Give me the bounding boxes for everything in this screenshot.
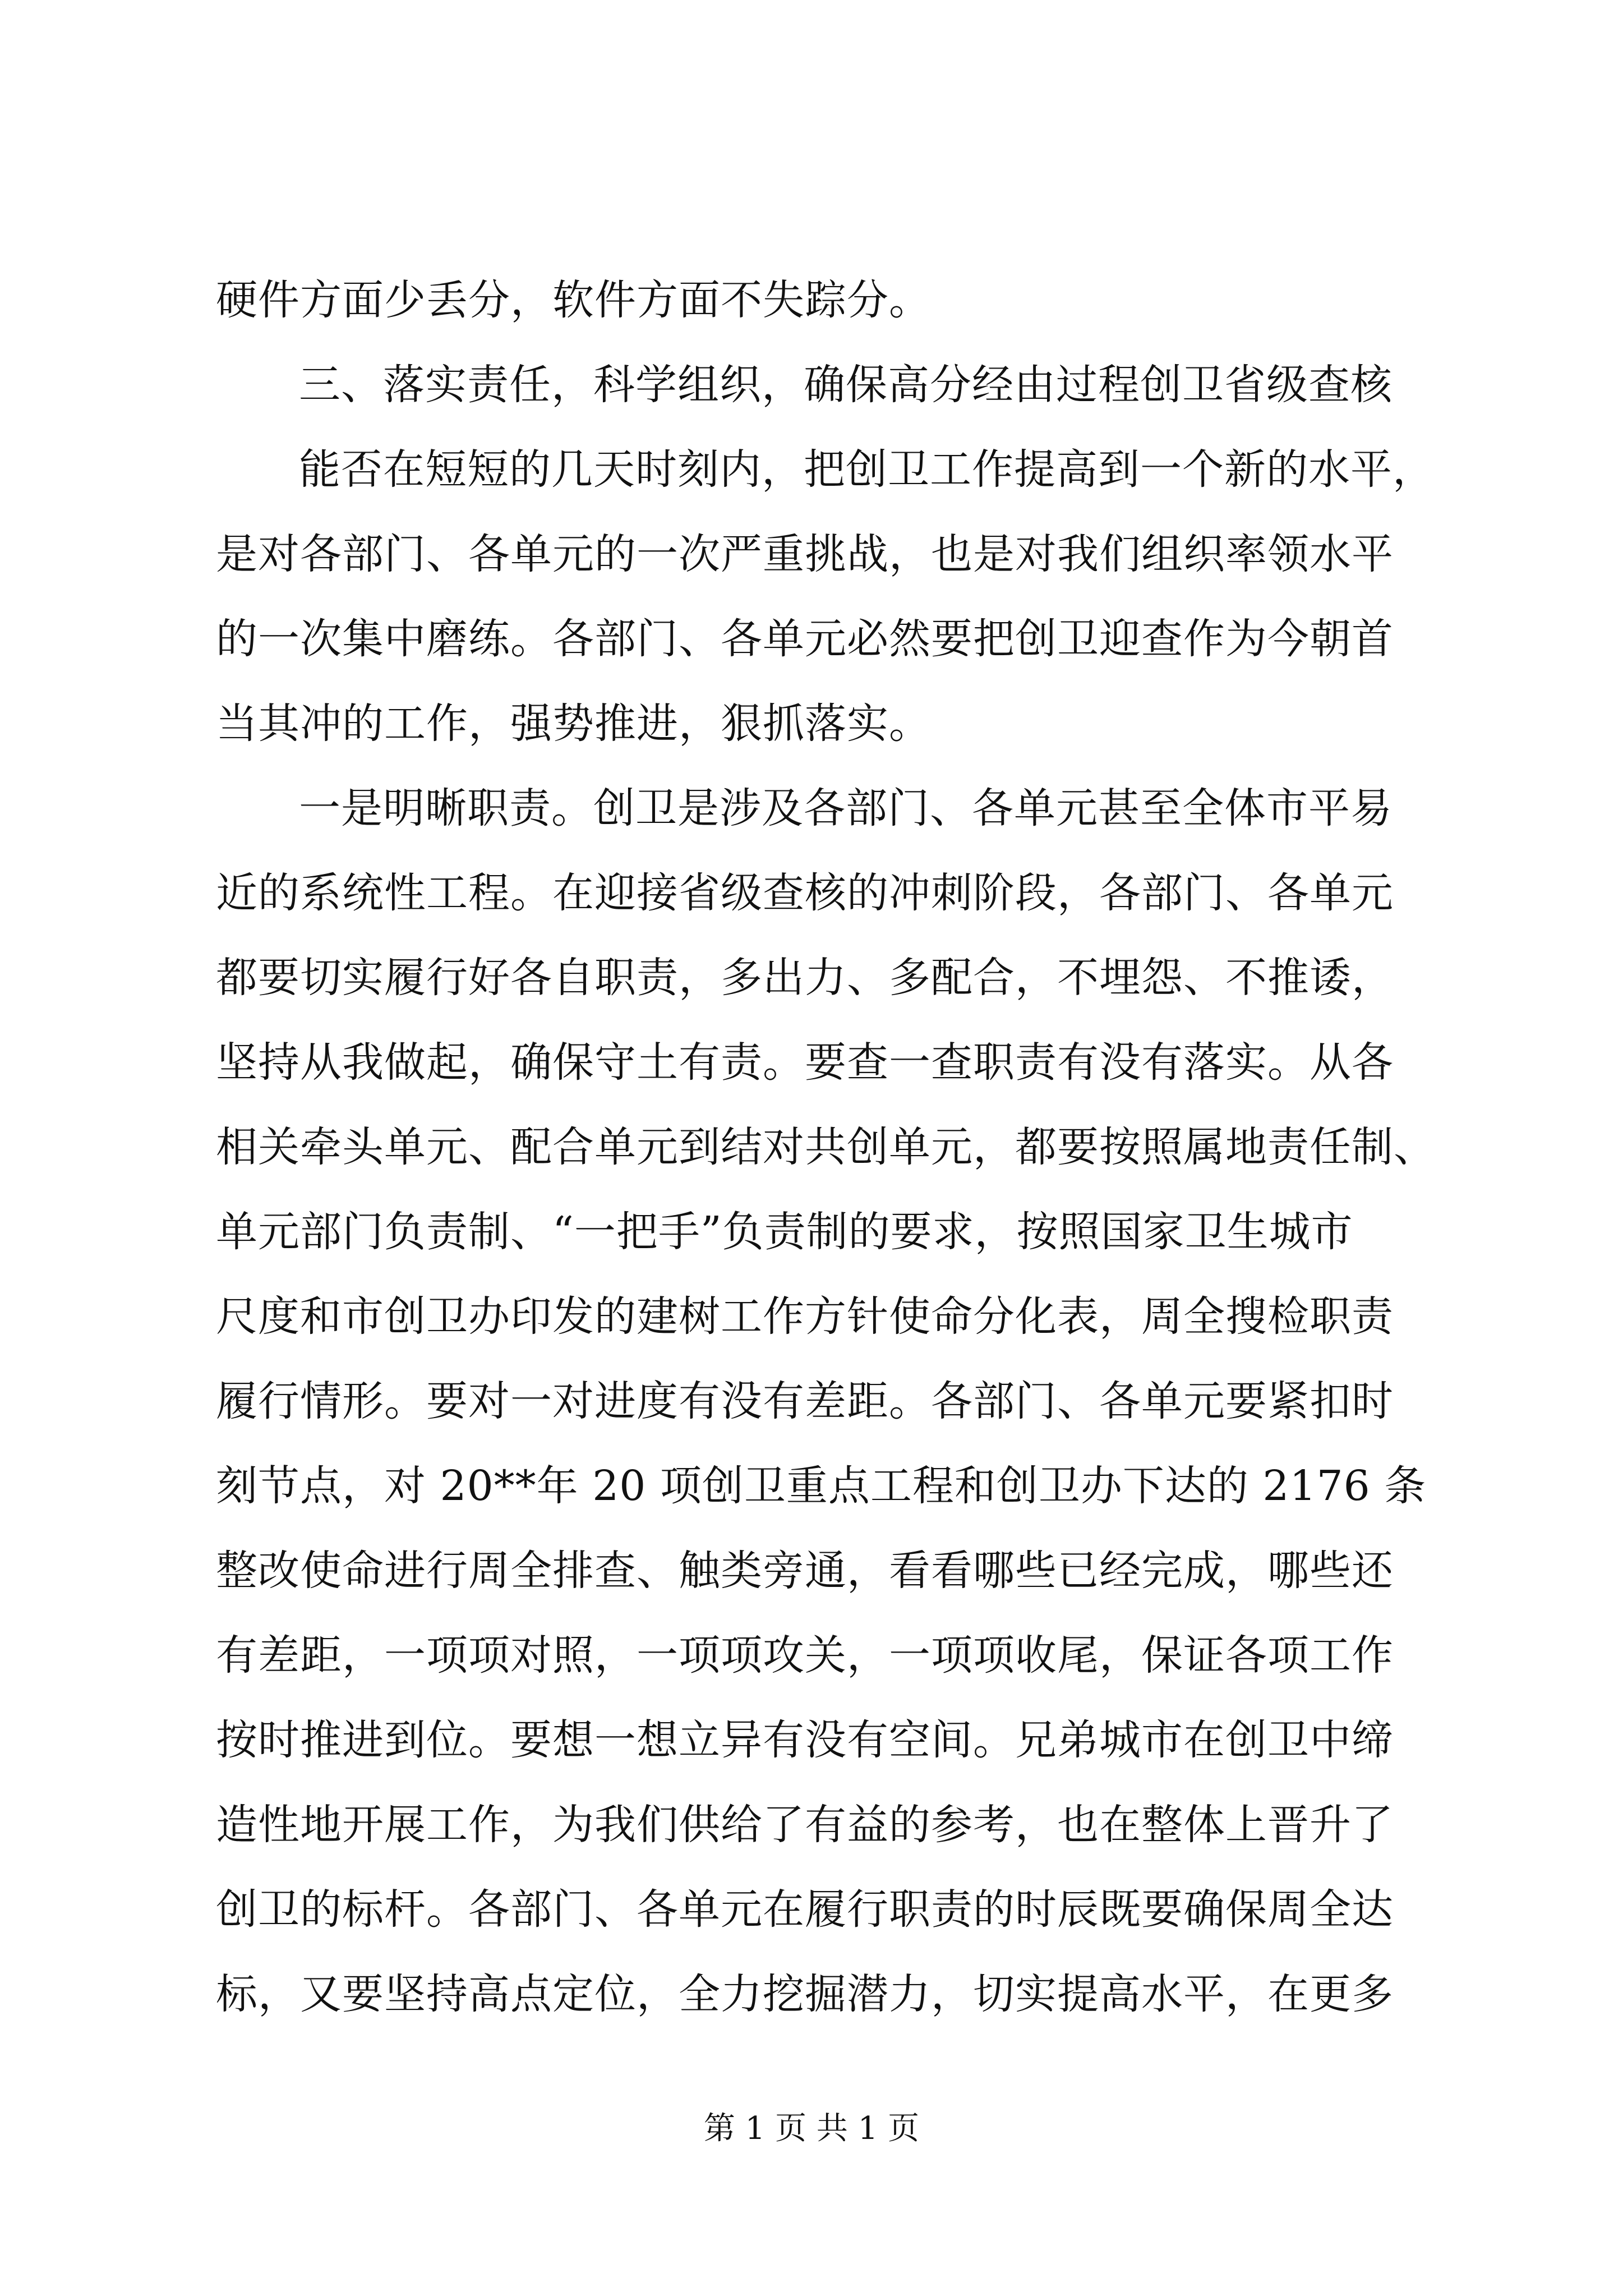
text-line: 是对各部门、各单元的一次严重挑战，也是对我们组织率领水平: [216, 530, 1394, 578]
text-line: 能否在短短的几天时刻内，把创卫工作提高到一个新的水平，: [299, 445, 1435, 494]
text-line: 一是明晰职责。创卫是涉及各部门、各单元甚至全体市平易: [299, 784, 1393, 832]
text-line: 刻节点，对 20**年 20 项创卫重点工程和创卫办下达的 2176 条: [216, 1462, 1427, 1510]
text-line: 尺度和市创卫办印发的建树工作方针使命分化表，周全搜检职责: [216, 1292, 1394, 1341]
text-line: 坚持从我做起，确保守土有责。要查一查职责有没有落实。从各: [216, 1038, 1394, 1087]
text-line: 硬件方面少丢分，软件方面不失踪分。: [216, 276, 931, 324]
text-line: 近的系统性工程。在迎接省级查核的冲刺阶段，各部门、各单元: [216, 869, 1394, 917]
text-line: 创卫的标杆。各部门、各单元在履行职责的时辰既要确保周全达: [216, 1885, 1394, 1934]
text-line: 整改使命进行周全排查、触类旁通，看看哪些已经完成，哪些还: [216, 1547, 1394, 1595]
text-line: 标，又要坚持高点定位，全力挖掘潜力，切实提高水平，在更多: [216, 1970, 1394, 2018]
text-line: 有差距，一项项对照，一项项攻关，一项项收尾，保证各项工作: [216, 1631, 1394, 1680]
text-line: 履行情形。要对一对进度有没有差距。各部门、各单元要紧扣时: [216, 1377, 1394, 1425]
page-footer: 第 1 页 共 1 页: [703, 2110, 920, 2147]
body-text: [216, 258, 1436, 2037]
text-line: 的一次集中磨练。各部门、各单元必然要把创卫迎查作为今朝首: [216, 615, 1394, 663]
text-line: 都要切实履行好各自职责，多出力、多配合，不埋怨、不推诿，: [216, 954, 1394, 1002]
text-line: 按时推进到位。要想一想立异有没有空间。兄弟城市在创卫中缔: [216, 1716, 1394, 1764]
text-line: 造性地开展工作，为我们供给了有益的参考，也在整体上晋升了: [216, 1801, 1394, 1849]
text-line: 单元部门负责制、“一把手”负责制的要求，按照国家卫生城市: [216, 1208, 1353, 1256]
text-line: 当其冲的工作，强势推进，狠抓落实。: [216, 700, 931, 748]
text-line: 相关牵头单元、配合单元到结对共创单元，都要按照属地责任制、: [216, 1123, 1436, 1171]
section-heading: 三、落实责任，科学组织，确保高分经由过程创卫省级查核: [299, 361, 1393, 409]
